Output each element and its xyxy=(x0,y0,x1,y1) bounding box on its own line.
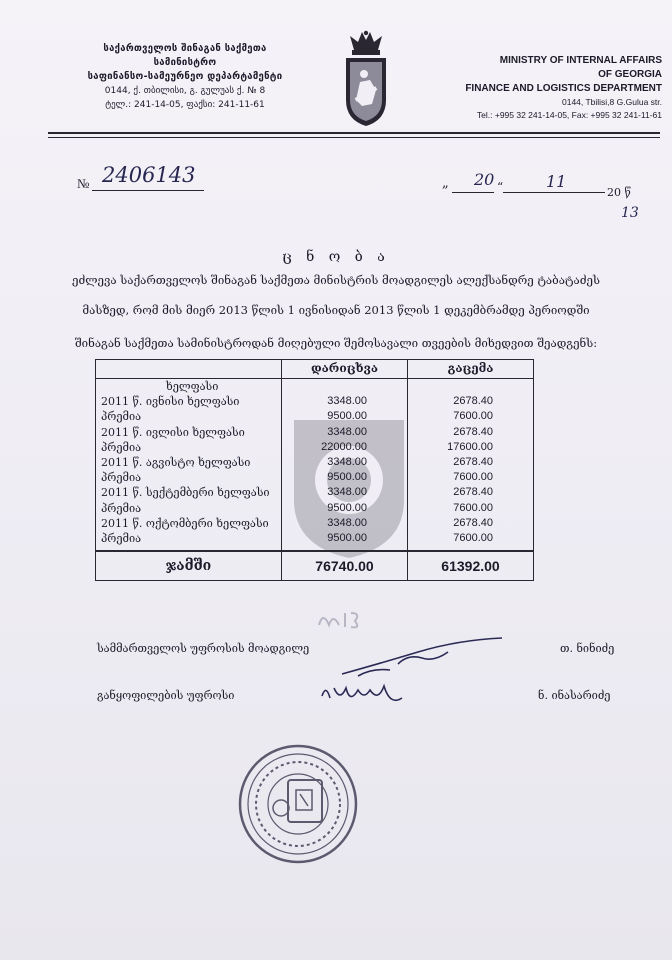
reference-number: 2406143 xyxy=(102,163,196,187)
table-row xyxy=(96,425,534,440)
letterhead-address: 0144, ქ. თბილისი, გ. გულუას ქ. № 8 xyxy=(104,86,266,96)
row-paid: 2678.40 xyxy=(408,455,534,470)
column-header-accrued: დარიცხვა xyxy=(282,360,408,379)
header-divider-thin xyxy=(48,137,660,138)
row-accrued: 9500.00 xyxy=(282,409,408,424)
date-year-prefix: 20 წ xyxy=(607,186,631,199)
row-paid: 7600.00 xyxy=(408,409,534,424)
empty-cell xyxy=(282,379,408,395)
table-header-row xyxy=(96,360,534,379)
table-row xyxy=(96,394,534,409)
letterhead-department: საფინანსო-სამეურნეო დეპარტამენტი xyxy=(87,71,283,82)
table-row xyxy=(96,470,534,485)
row-paid: 2678.40 xyxy=(408,485,534,500)
official-round-stamp-icon xyxy=(236,742,360,866)
section-header-salary: ხელფასი xyxy=(96,379,282,395)
row-accrued: 3348.00 xyxy=(282,455,408,470)
header-divider xyxy=(48,132,660,134)
letterhead-georgian xyxy=(60,42,310,112)
table-row xyxy=(96,409,534,424)
reference-label: № xyxy=(77,176,90,191)
coat-of-arms-icon xyxy=(340,30,392,128)
table-row xyxy=(96,455,534,470)
total-accrued: 76740.00 xyxy=(282,551,408,581)
date-day-underline xyxy=(452,192,494,193)
row-accrued: 3348.00 xyxy=(282,425,408,440)
signature-2-icon xyxy=(320,676,404,712)
table-total-row xyxy=(96,551,534,581)
letterhead-address-en: 0144, Tbilisi,8 G.Gulua str. xyxy=(561,97,662,107)
date-month: 11 xyxy=(546,172,567,191)
table-row xyxy=(96,516,534,531)
row-paid: 2678.40 xyxy=(408,394,534,409)
date-year-handwritten: 13 xyxy=(621,205,639,221)
row-paid: 2678.40 xyxy=(408,516,534,531)
total-paid: 61392.00 xyxy=(408,551,534,581)
row-label: 2011 წ. ოქტომბერი ხელფასი xyxy=(96,516,282,531)
row-paid: 7600.00 xyxy=(408,531,534,546)
income-table xyxy=(95,359,534,581)
row-label: პრემია xyxy=(96,501,282,516)
column-header-paid: გაცემა xyxy=(408,360,534,379)
letterhead-phone: ტელ.: 241-14-05, ფაქსი: 241-11-61 xyxy=(105,100,265,110)
signatory-2-title: განყოფილების უფროსი xyxy=(97,689,235,702)
row-paid: 7600.00 xyxy=(408,501,534,516)
table-section-row xyxy=(96,379,534,395)
row-paid: 7600.00 xyxy=(408,470,534,485)
letterhead-phone-en: Tel.: +995 32 241-14-05, Fax: +995 32 241-11-61 xyxy=(476,110,662,120)
row-label: პრემია xyxy=(96,531,282,546)
table-row xyxy=(96,501,534,516)
signatory-1-title: სამმართველოს უფროსის მოადგილე xyxy=(97,642,310,655)
date-open-quote: „ xyxy=(442,176,449,191)
row-accrued: 3348.00 xyxy=(282,394,408,409)
date-day: 20 xyxy=(474,170,495,189)
row-accrued: 3348.00 xyxy=(282,516,408,531)
row-accrued: 3348.00 xyxy=(282,485,408,500)
total-label: ჯამში xyxy=(96,551,282,581)
row-paid: 2678.40 xyxy=(408,425,534,440)
signatory-2-name: ნ. ინასარიძე xyxy=(538,689,611,702)
reference-underline xyxy=(92,190,204,191)
table-row xyxy=(96,485,534,500)
table-row xyxy=(96,531,534,546)
body-line: ეძლევა საქართველოს შინაგან საქმეთა მინისტრის მოადგილეს ალექსანდრე ტაბატაძეს xyxy=(72,273,600,287)
row-accrued: 9500.00 xyxy=(282,470,408,485)
row-label: პრემია xyxy=(96,470,282,485)
letterhead-ministry-en: MINISTRY OF INTERNAL AFFAIRS xyxy=(499,55,662,66)
row-label: პრემია xyxy=(96,409,282,424)
letterhead-country-en: OF GEORGIA xyxy=(598,69,662,80)
row-label: 2011 წ. ივნისი ხელფასი xyxy=(96,394,282,409)
table-row xyxy=(96,440,534,455)
date-close-quote: “ xyxy=(497,180,504,194)
letterhead-ministry-2: სამინისტრო xyxy=(153,57,217,68)
row-label: 2011 წ. აგვისტო ხელფასი xyxy=(96,455,282,470)
letterhead-english xyxy=(440,54,662,122)
row-accrued: 9500.00 xyxy=(282,531,408,546)
row-label: პრემია xyxy=(96,440,282,455)
body-line: მასზედ, რომ მის მიერ 2013 წლის 1 ივნისიდან 2013 წლის 1 დეკემბრამდე პერიოდში xyxy=(82,303,590,317)
row-accrued: 22000.00 xyxy=(282,440,408,455)
row-label: 2011 წ. ივლისი ხელფასი xyxy=(96,425,282,440)
document-title: ც ნ ო ბ ა xyxy=(282,249,390,265)
signature-1-icon xyxy=(338,634,508,682)
signatory-1-name: თ. ნინიძე xyxy=(560,642,615,655)
empty-cell xyxy=(408,379,534,395)
row-accrued: 9500.00 xyxy=(282,501,408,516)
faint-stamp-mark-icon xyxy=(315,607,367,633)
date-month-underline xyxy=(503,192,605,193)
body-line: შინაგან საქმეთა სამინისტროდან მიღებული შემოსავალი თვეების მიხედვით შეადგენს: xyxy=(74,336,598,350)
letterhead-department-en: FINANCE AND LOGISTICS DEPARTMENT xyxy=(465,83,662,94)
row-label: 2011 წ. სექტემბერი ხელფასი xyxy=(96,485,282,500)
column-header-category xyxy=(96,360,282,379)
row-paid: 17600.00 xyxy=(408,440,534,455)
letterhead-ministry: საქართველოს შინაგან საქმეთა xyxy=(103,43,267,54)
